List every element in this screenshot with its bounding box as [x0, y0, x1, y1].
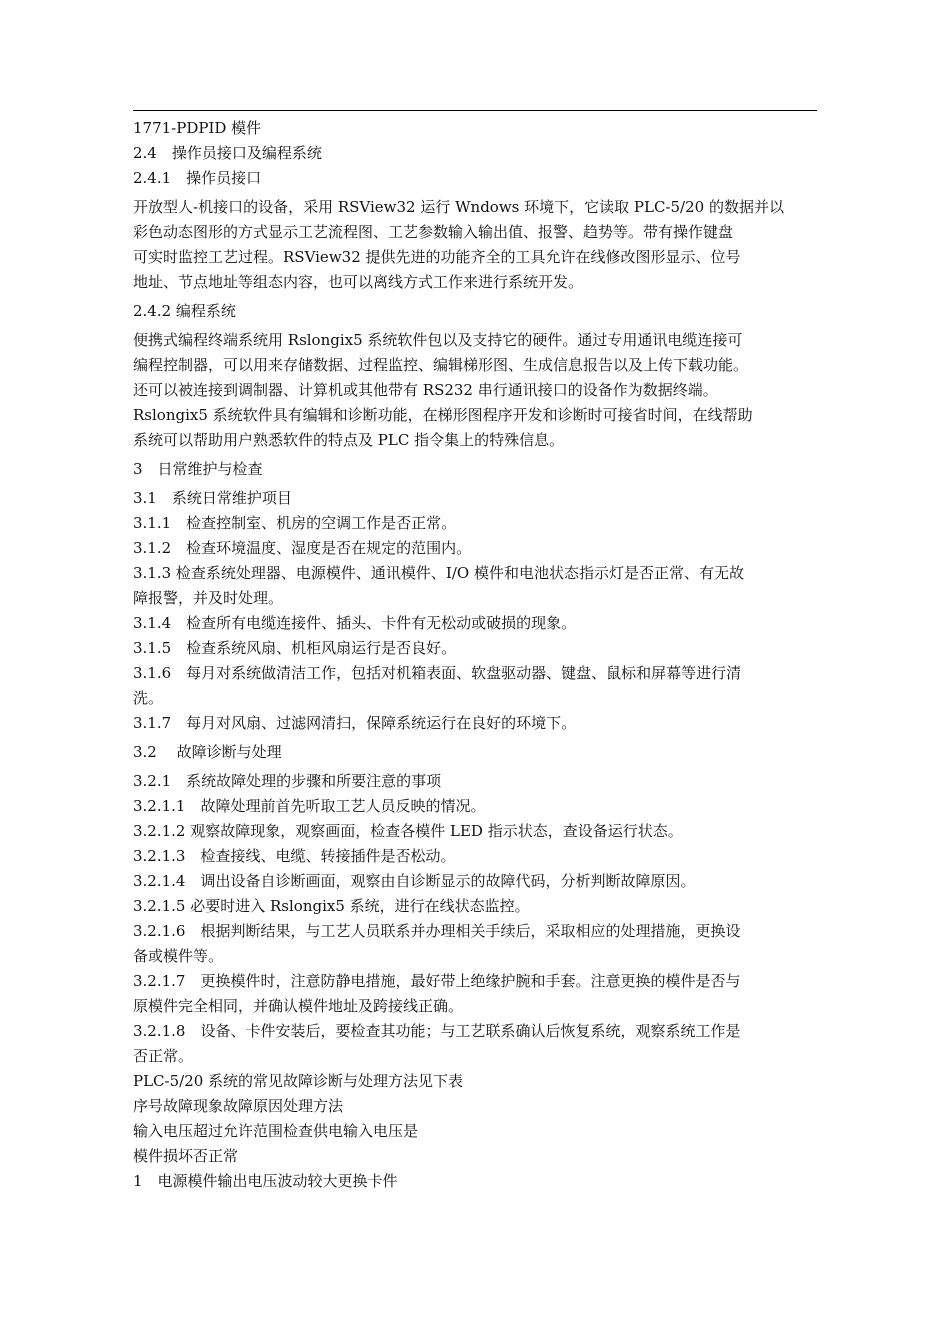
- list-item: 3.2.1.6 根据判断结果，与工艺人员联系并办理相关手续后，采取相应的处理措施，更换设: [133, 922, 741, 940]
- paragraph-line: 彩色动态图形的方式显示工艺流程图、工艺参数输入输出值、报警、趋势等。带有操作键盘: [133, 223, 734, 241]
- list-item: 3.1.1 检查控制室、机房的空调工作是否正常。: [133, 514, 457, 532]
- paragraph-line: 编程控制器，可以用来存储数据、过程监控、编辑梯形图、生成信息报告以及上传下载功能。: [133, 356, 749, 374]
- list-item-continuation: 原模件完全相同，并确认模件地址及跨接线正确。: [133, 997, 464, 1015]
- table-header-line: 序号故障现象故障原因处理方法: [133, 1097, 344, 1115]
- section-heading-3: 3 日常维护与检查: [133, 460, 263, 478]
- paragraph-line: 系统可以帮助用户熟悉软件的特点及 PLC 指令集上的特殊信息。: [133, 431, 565, 449]
- list-item: 3.1.2 检查环境温度、湿度是否在规定的范围内。: [133, 539, 472, 557]
- list-item: 3.1.5 检查系统风扇、机柜风扇运行是否良好。: [133, 639, 457, 657]
- section-heading-3-2: 3.2 故障诊断与处理: [133, 743, 282, 761]
- list-item: 3.2.1.7 更换模件时，注意防静电措施，最好带上绝缘护腕和手套。注意更换的模件是否与: [133, 972, 741, 990]
- document-body: [133, 116, 833, 1194]
- module-name-line: 1771-PDPID 模件: [133, 119, 262, 137]
- list-item-continuation: 否正常。: [133, 1047, 194, 1065]
- table-text-line: 输入电压超过允许范围检查供电输入电压是: [133, 1122, 419, 1140]
- list-item: 3.1.4 检查所有电缆连接件、插头、卡件有无松动或破损的现象。: [133, 614, 577, 632]
- table-text-line: 模件损坏否正常: [133, 1147, 239, 1165]
- list-item-continuation: 备或模件等。: [133, 947, 224, 965]
- section-heading-3-1: 3.1 系统日常维护项目: [133, 489, 292, 507]
- paragraph-line: 便携式编程终端系统用 Rslongix5 系统软件包以及支持它的硬件。通过专用通讯电缆连接可: [133, 331, 743, 349]
- list-item: 3.2.1.5 必要时进入 Rslongix5 系统，进行在线状态监控。: [133, 897, 530, 915]
- table-text-line: 1 电源模件输出电压波动较大更换卡件: [133, 1172, 398, 1190]
- list-item-continuation: 洗。: [133, 689, 164, 707]
- list-item-continuation: 障报警，并及时处理。: [133, 589, 284, 607]
- paragraph-line: 还可以被连接到调制器、计算机或其他带有 RS232 串行通讯接口的设备作为数据终端。: [133, 381, 718, 399]
- list-item: 3.1.7 每月对风扇、过滤网清扫，保障系统运行在良好的环境下。: [133, 714, 577, 732]
- section-heading-2-4-2: 2.4.2 编程系统: [133, 302, 236, 320]
- list-item: 3.2.1.3 检查接线、电缆、转接插件是否松动。: [133, 847, 456, 865]
- section-heading-3-2-1: 3.2.1 系统故障处理的步骤和所要注意的事项: [133, 772, 442, 790]
- list-item: 3.2.1.8 设备、卡件安装后，要检查其功能；与工艺联系确认后恢复系统，观察系统工作是: [133, 1022, 741, 1040]
- paragraph-line: 地址、节点地址等组态内容，也可以离线方式工作来进行系统开发。: [133, 273, 584, 291]
- list-item: 3.1.3 检查系统处理器、电源模件、通讯模件、I/O 模件和电池状态指示灯是否正常、有无故: [133, 564, 744, 582]
- list-item: 3.2.1.2 观察故障现象，观察画面，检查各模件 LED 指示状态，查设备运行状态。: [133, 822, 683, 840]
- list-item: 3.2.1.4 调出设备自诊断画面，观察由自诊断显示的故障代码，分析判断故障原因。: [133, 872, 696, 890]
- section-heading-2-4: 2.4 操作员接口及编程系统: [133, 144, 322, 162]
- paragraph-line: 开放型人-机接口的设备，采用 RSView32 运行 Wndows 环境下，它读取 PLC-5/20 的数据并以: [133, 198, 784, 216]
- list-item: 3.1.6 每月对系统做清洁工作，包括对机箱表面、软盘驱动器、键盘、鼠标和屏幕等进行清: [133, 664, 742, 682]
- paragraph-line: 可实时监控工艺过程。RSView32 提供先进的功能齐全的工具允许在线修改图形显示、位号: [133, 248, 741, 266]
- table-intro: PLC-5/20 系统的常见故障诊断与处理方法见下表: [133, 1072, 464, 1090]
- list-item: 3.2.1.1 故障处理前首先听取工艺人员反映的情况。: [133, 797, 486, 815]
- paragraph-line: Rslongix5 系统软件具有编辑和诊断功能，在梯形图程序开发和诊断时可接省时间，在线帮助: [133, 406, 753, 424]
- header-rule: [133, 110, 817, 111]
- section-heading-2-4-1: 2.4.1 操作员接口: [133, 169, 262, 187]
